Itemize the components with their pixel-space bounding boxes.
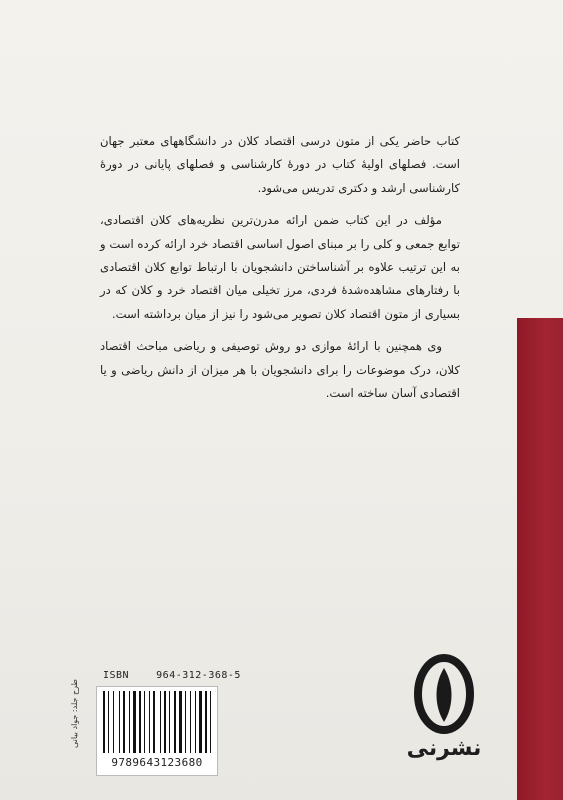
publisher-leaf-icon xyxy=(404,654,484,738)
blurb-text xyxy=(100,130,460,414)
isbn-line xyxy=(103,670,241,681)
blurb-paragraph-1: کتاب حاضر یکی از متون درسی اقتصاد کلان در دانشگاههای معتبر جهان است. فصلهای اولیهٔ کتاب در دورهٔ کارشناسی و فصلهای پایانی در دورهٔ کارشناسی ارشد و دکتری تدریس می‌شود. xyxy=(100,134,460,195)
publisher-logo xyxy=(404,654,484,764)
isbn-label: ISBN xyxy=(103,670,130,681)
barcode xyxy=(96,686,218,776)
isbn-number: 964-312-368-5 xyxy=(156,670,241,681)
red-accent-band xyxy=(517,318,563,800)
blurb-paragraph-3: وی همچنین با ارائهٔ موازی دو روش توصیفی و ریاضی مباحث اقتصاد کلان، درک موضوعات را برای دانشجویان با هر میزان از دانش ریاضی و یا اقتصادی آسان ساخته است. xyxy=(100,339,460,401)
blurb-paragraph-2: مؤلف در این کتاب ضمن ارائه مدرن‌ترین نظریه‌های کلان اقتصادی، توابع جمعی و کلی را بر مبنای اصول اساسی اقتصاد خرد ارائه کرده است و به این ترتیب علاوه بر آشناساختن دانشجویان با ارتباط توابع کلان اقتصادی با رفتارهای مشاهده‌شدهٔ فردی، مرز تخیلی میان اقتصاد خرد و کلان که در بسیاری از متون اقتصاد کلان تصویر می‌شود را نیز از میان برداشته است. xyxy=(100,213,460,321)
publisher-name: نشرنی xyxy=(406,736,482,761)
barcode-digits: 9789643123680 xyxy=(111,756,203,769)
barcode-bars xyxy=(101,691,213,753)
cover-design-credit: طرح جلد: جواد بیانی xyxy=(70,679,79,748)
